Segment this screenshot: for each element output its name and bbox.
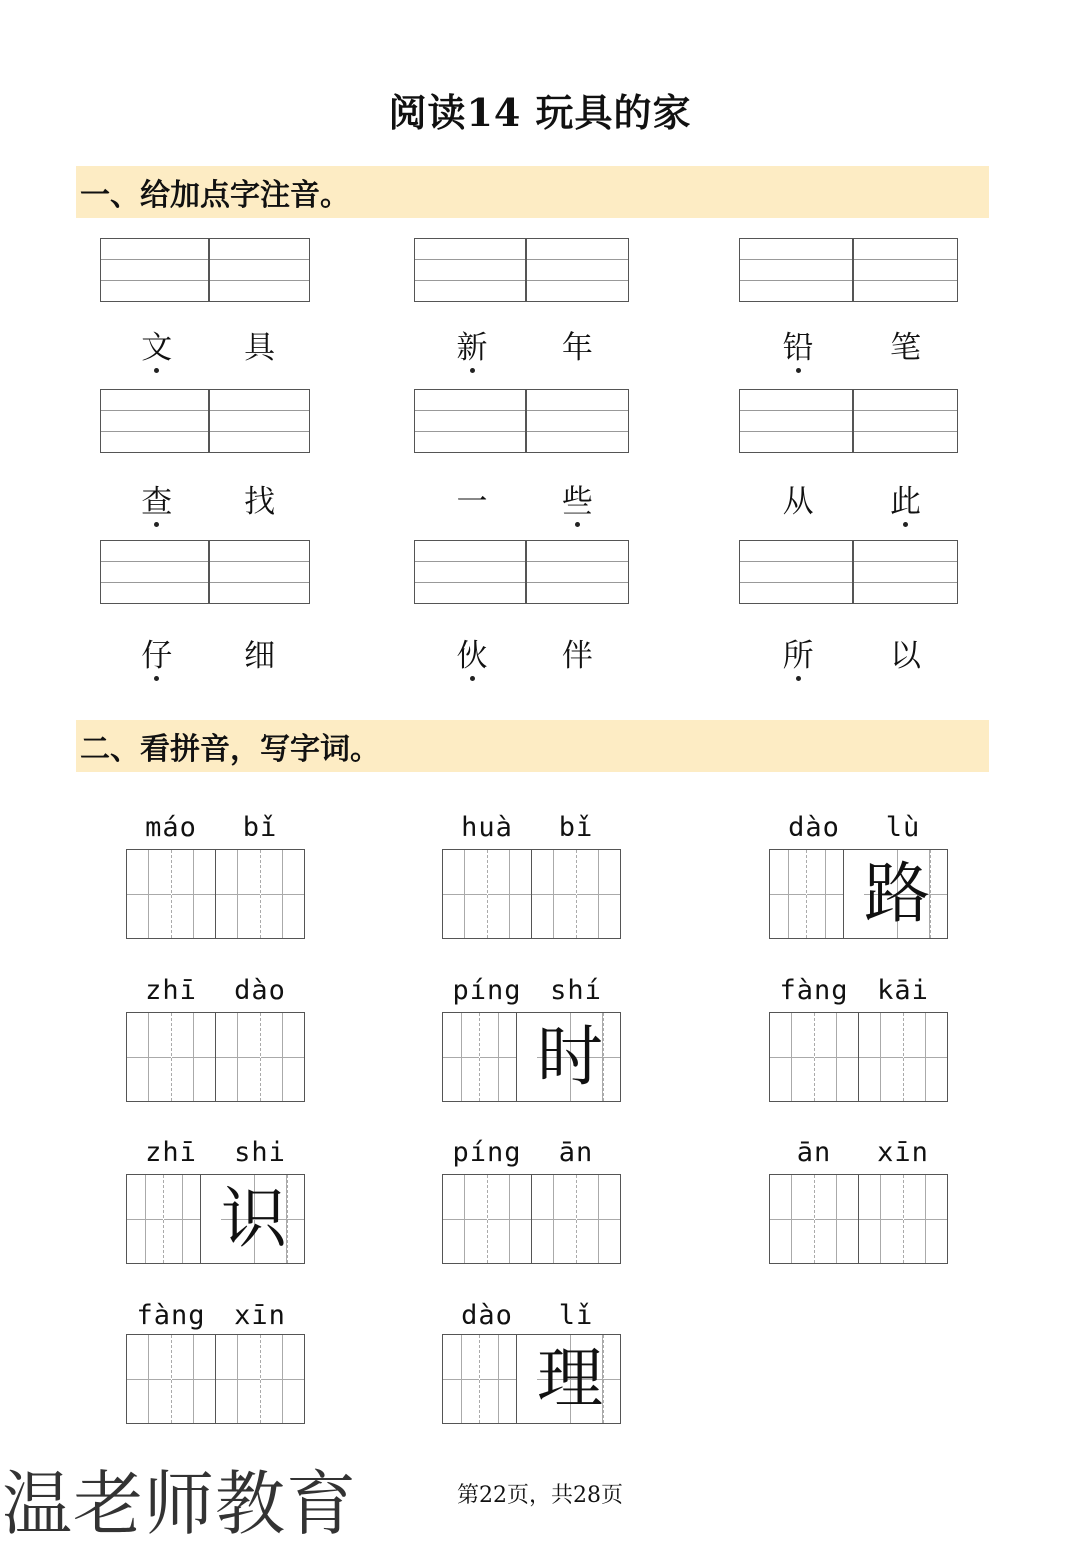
- box-divider: [852, 239, 854, 301]
- box-divider: [852, 390, 854, 452]
- pinyin-label: ān: [796, 1137, 832, 1168]
- word-character: 查: [137, 476, 177, 521]
- grid-cell[interactable]: [859, 1175, 904, 1263]
- box-divider: [852, 541, 854, 603]
- pinyin-writing-box[interactable]: [739, 238, 958, 302]
- grid-cell[interactable]: 时: [537, 1013, 604, 1101]
- pinyin-writing-box[interactable]: [414, 389, 629, 453]
- grid-cell[interactable]: [127, 1335, 172, 1423]
- grid-cell[interactable]: [443, 850, 488, 938]
- grid-cell[interactable]: [172, 850, 217, 938]
- pinyin-label: bǐ: [558, 812, 594, 843]
- grid-cell[interactable]: [577, 850, 621, 938]
- pinyin-label: ān: [558, 1137, 594, 1168]
- grid-cell[interactable]: [172, 1013, 217, 1101]
- section-2-header: [76, 720, 989, 772]
- tianzige-writing-grid[interactable]: [769, 1174, 948, 1264]
- word-character: 以: [889, 638, 921, 674]
- grid-cell[interactable]: [488, 850, 533, 938]
- grid-cell[interactable]: [127, 1175, 164, 1263]
- word-character: 文: [137, 322, 177, 367]
- word-character: 新: [452, 322, 492, 367]
- word-character: 伴: [561, 638, 593, 674]
- grid-cell[interactable]: [815, 1175, 860, 1263]
- word-character: 年: [561, 330, 593, 366]
- grid-cell[interactable]: 理: [537, 1335, 604, 1423]
- grid-cell[interactable]: 识: [221, 1175, 288, 1263]
- grid-cell[interactable]: [577, 1175, 621, 1263]
- pinyin-label: kāi: [877, 975, 929, 1006]
- tianzige-writing-grid[interactable]: [126, 1012, 305, 1102]
- watermark: 温老师教育: [2, 1463, 357, 1545]
- pinyin-writing-box[interactable]: [100, 238, 310, 302]
- tianzige-writing-grid[interactable]: [442, 1334, 621, 1424]
- pinyin-label: lǐ: [558, 1300, 594, 1331]
- pinyin-writing-box[interactable]: [414, 540, 629, 604]
- tianzige-writing-grid[interactable]: [126, 1174, 305, 1264]
- grid-cell[interactable]: [443, 1335, 480, 1423]
- section-2-heading: 二、看拼音，写字词。: [80, 732, 380, 767]
- word-character: 伙: [452, 630, 492, 675]
- grid-cell[interactable]: [216, 1013, 261, 1101]
- grid-cell[interactable]: [480, 1013, 517, 1101]
- pinyin-writing-box[interactable]: [100, 389, 310, 453]
- pinyin-label: xīn: [877, 1137, 929, 1168]
- pinyin-label: shi: [234, 1137, 286, 1168]
- grid-cell[interactable]: [216, 850, 261, 938]
- grid-cell[interactable]: [807, 850, 844, 938]
- grid-cell[interactable]: [770, 850, 807, 938]
- word-character: 仔: [137, 630, 177, 675]
- word-character: 些: [557, 476, 597, 521]
- section-1-heading: 一、给加点字注音。: [80, 178, 350, 213]
- grid-cell[interactable]: [216, 1335, 261, 1423]
- tianzige-writing-grid[interactable]: [769, 849, 948, 939]
- pinyin-label: zhī: [145, 975, 197, 1006]
- grid-cell[interactable]: [770, 1175, 815, 1263]
- section-1-header: [76, 166, 989, 218]
- grid-cell[interactable]: [532, 850, 577, 938]
- pinyin-label: fàng: [136, 1300, 206, 1331]
- pinyin-label: dào: [788, 812, 840, 843]
- grid-cell[interactable]: [443, 1175, 488, 1263]
- pinyin-label: píng: [452, 1137, 522, 1168]
- pinyin-writing-box[interactable]: [739, 389, 958, 453]
- word-character: 所: [778, 630, 818, 675]
- word-character: 笔: [889, 330, 921, 366]
- pinyin-label: xīn: [234, 1300, 286, 1331]
- word-character: 一: [456, 484, 488, 520]
- pinyin-label: lù: [885, 812, 921, 843]
- grid-cell[interactable]: [127, 1013, 172, 1101]
- word-character: 此: [885, 476, 925, 521]
- pinyin-label: bǐ: [242, 812, 278, 843]
- pinyin-label: dào: [461, 1300, 513, 1331]
- pinyin-label: dào: [234, 975, 286, 1006]
- box-divider: [525, 541, 527, 603]
- box-divider: [208, 541, 210, 603]
- grid-cell[interactable]: [261, 1013, 305, 1101]
- tianzige-writing-grid[interactable]: [126, 849, 305, 939]
- grid-cell[interactable]: 路: [864, 850, 931, 938]
- tianzige-writing-grid[interactable]: [126, 1334, 305, 1424]
- grid-cell[interactable]: [127, 850, 172, 938]
- page-number: 第22页，共28页: [457, 1483, 623, 1508]
- box-divider: [525, 390, 527, 452]
- box-divider: [208, 239, 210, 301]
- pinyin-writing-box[interactable]: [739, 540, 958, 604]
- box-divider: [525, 239, 527, 301]
- grid-cell[interactable]: [532, 1175, 577, 1263]
- pinyin-label: máo: [145, 812, 197, 843]
- tianzige-writing-grid[interactable]: [442, 1012, 621, 1102]
- grid-cell[interactable]: [859, 1013, 904, 1101]
- grid-cell[interactable]: [770, 1013, 815, 1101]
- grid-cell[interactable]: [480, 1335, 517, 1423]
- tianzige-writing-grid[interactable]: [442, 1174, 621, 1264]
- word-character: 铅: [778, 322, 818, 367]
- grid-cell[interactable]: [443, 1013, 480, 1101]
- grid-cell[interactable]: [815, 1013, 860, 1101]
- word-character: 细: [244, 638, 276, 674]
- pinyin-writing-box[interactable]: [100, 540, 310, 604]
- box-divider: [208, 390, 210, 452]
- page-title: 阅读14 玩具的家: [388, 90, 692, 135]
- pinyin-label: shí: [550, 975, 602, 1006]
- grid-cell[interactable]: [261, 1335, 305, 1423]
- pinyin-writing-box[interactable]: [414, 238, 629, 302]
- pinyin-label: zhī: [145, 1137, 197, 1168]
- grid-cell[interactable]: [261, 850, 305, 938]
- pinyin-label: huà: [461, 812, 513, 843]
- pinyin-label: píng: [452, 975, 522, 1006]
- grid-cell[interactable]: [172, 1335, 217, 1423]
- word-character: 从: [782, 484, 814, 520]
- tianzige-writing-grid[interactable]: [442, 849, 621, 939]
- grid-cell[interactable]: [904, 1013, 948, 1101]
- pinyin-label: fàng: [779, 975, 849, 1006]
- word-character: 具: [244, 330, 276, 366]
- word-character: 找: [244, 484, 276, 520]
- grid-cell[interactable]: [488, 1175, 533, 1263]
- grid-cell[interactable]: [164, 1175, 201, 1263]
- tianzige-writing-grid[interactable]: [769, 1012, 948, 1102]
- grid-cell[interactable]: [904, 1175, 948, 1263]
